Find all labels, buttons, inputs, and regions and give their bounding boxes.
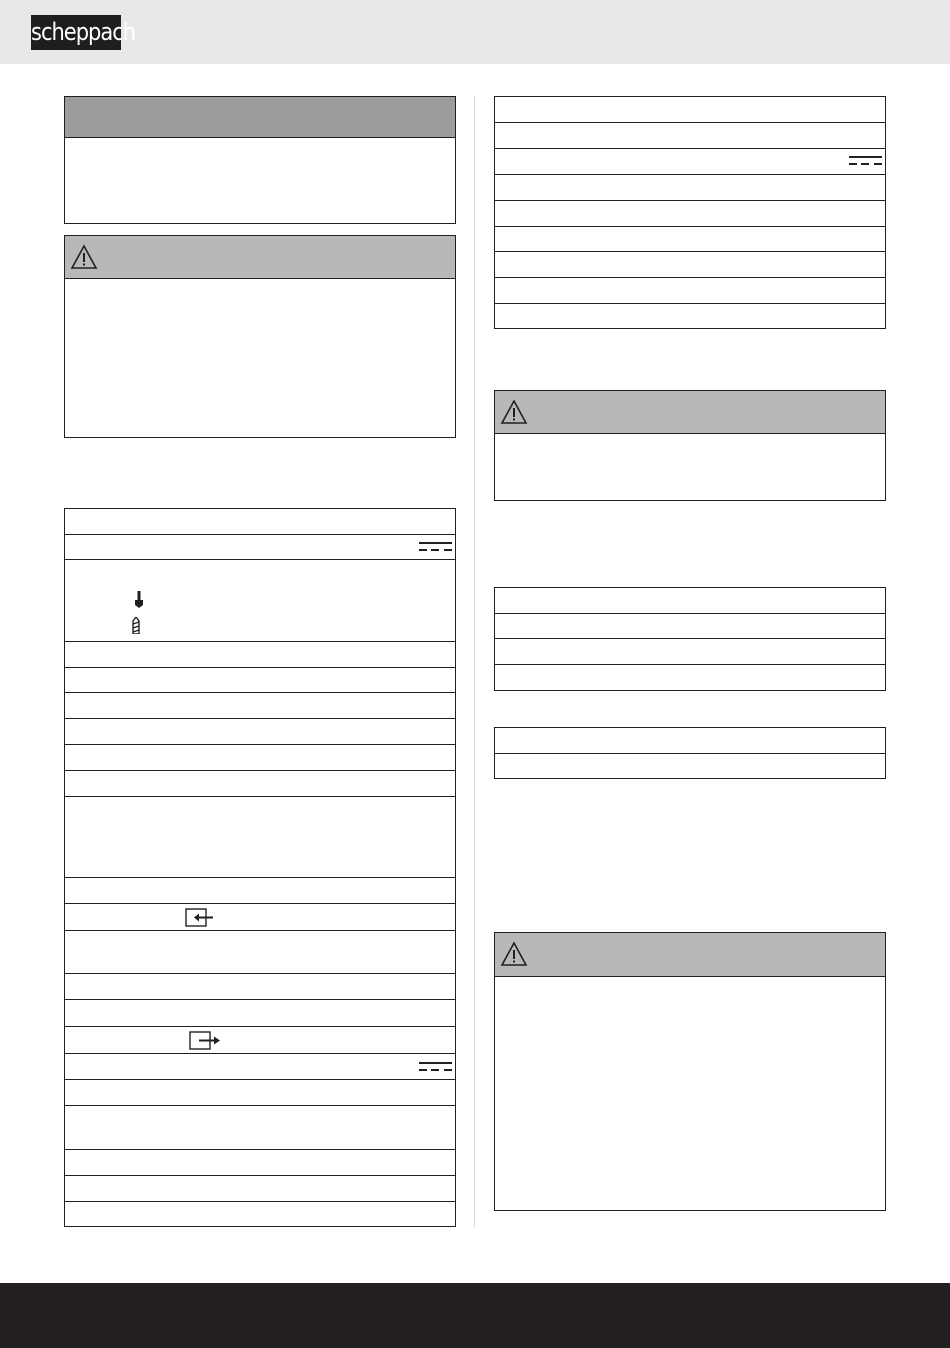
brand-logo: scheppach — [31, 15, 121, 50]
table-row — [65, 668, 455, 693]
table-row — [65, 745, 455, 771]
table-row — [65, 1054, 455, 1080]
table-row — [65, 1176, 455, 1202]
warning-box-header — [495, 391, 885, 434]
table-row — [65, 693, 455, 719]
page-footer — [0, 1283, 950, 1348]
drill-bit-twist-icon — [132, 617, 140, 634]
table-row — [65, 878, 455, 904]
table-row — [495, 227, 885, 252]
table-row — [65, 1000, 455, 1027]
table-row — [495, 175, 885, 201]
table-row — [65, 931, 455, 974]
table-row — [65, 797, 455, 878]
table-row — [495, 123, 885, 149]
table-row — [65, 719, 455, 745]
warning-box-header — [495, 933, 885, 977]
table-row — [65, 560, 455, 642]
dc-current-icon — [419, 1062, 452, 1073]
warning-triangle-icon — [500, 399, 528, 425]
table-row — [495, 728, 885, 754]
dc-current-icon — [419, 542, 452, 553]
page-header — [0, 0, 950, 64]
table-row — [495, 639, 885, 665]
table-row — [495, 614, 885, 639]
table-row — [65, 904, 455, 931]
column-divider — [474, 96, 475, 1227]
table-row — [495, 97, 885, 123]
notice-box — [64, 96, 456, 224]
table-row — [495, 278, 885, 304]
table-row — [65, 1150, 455, 1176]
technical-data-table-continued — [494, 96, 886, 329]
vibration-values-table — [494, 727, 886, 779]
table-row — [495, 252, 885, 278]
warning-triangle-icon — [70, 244, 98, 270]
warning-box — [64, 235, 456, 438]
table-row — [495, 149, 885, 175]
output-arrow-icon — [189, 1031, 221, 1050]
table-row — [65, 1202, 455, 1227]
dc-current-icon — [849, 156, 882, 167]
table-row — [495, 665, 885, 690]
table-row — [495, 304, 885, 329]
warning-box — [494, 932, 886, 1211]
table-row — [65, 771, 455, 797]
table-row — [495, 754, 885, 778]
table-row — [65, 974, 455, 1000]
table-row — [495, 588, 885, 614]
notice-box-header — [65, 97, 455, 138]
table-row — [65, 642, 455, 668]
drill-bit-icon — [134, 591, 144, 608]
warning-triangle-icon — [500, 941, 528, 967]
table-row — [65, 1106, 455, 1150]
warning-box-header — [65, 236, 455, 279]
table-row — [495, 201, 885, 227]
technical-data-table — [64, 508, 456, 1227]
table-row — [65, 1080, 455, 1106]
warning-box — [494, 390, 886, 501]
input-arrow-icon — [185, 908, 215, 927]
table-row — [65, 1027, 455, 1054]
table-row — [65, 535, 455, 560]
noise-values-table — [494, 587, 886, 691]
table-row — [65, 509, 455, 535]
